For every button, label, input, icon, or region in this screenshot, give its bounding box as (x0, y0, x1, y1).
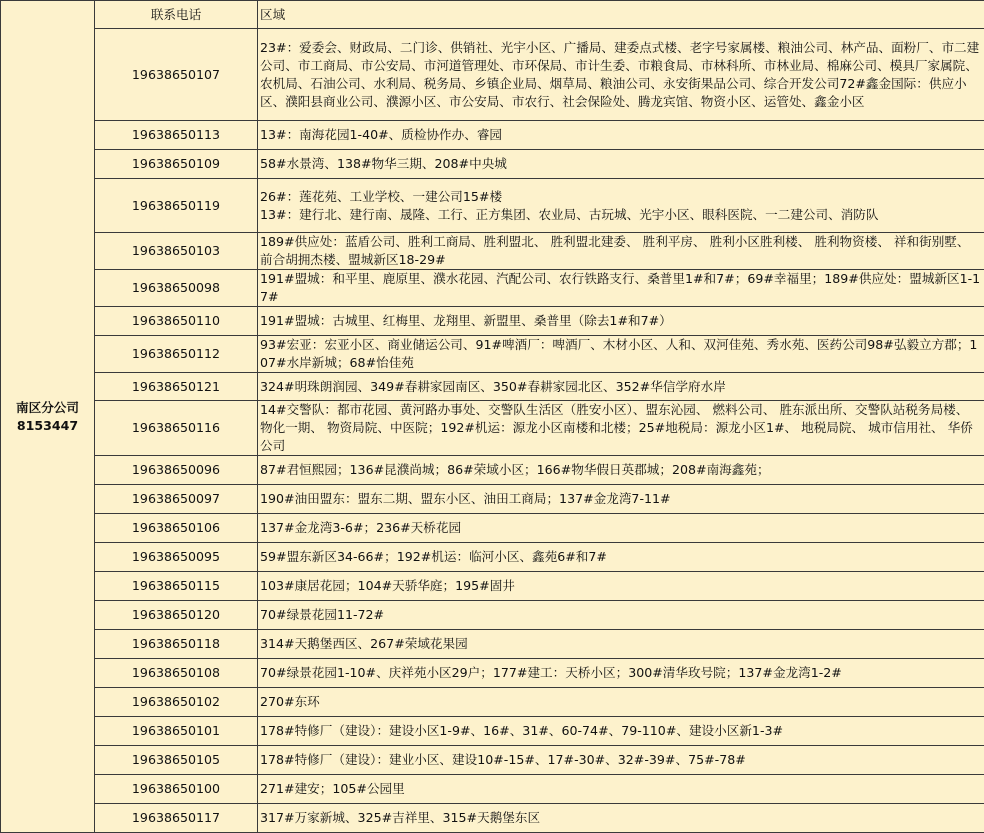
area-cell: 23#：爱委会、财政局、二门诊、供销社、光宇小区、广播局、建委点式楼、老字号家属楼、粮油公司、林产品、面粉厂、市二建公司、市工商局、市公安局、市河道管理处、市环保局、市计生委、市粮食局、市林科所、市林业局、棉麻公司、模具厂家属院、农机局、石油公司、水利局、税务局、乡镇企业局、烟草局、粮油公司、永安街果品公司、综合开发公司72#鑫金国际：供应小区、濮阳县商业公司、濮源小区、市公安局、市农行、社会保险处、腾龙宾馆、物资小区、运管处、鑫金小区 (258, 29, 984, 121)
header-row (1, 1, 984, 29)
phone-cell: 19638650117 (95, 804, 258, 833)
area-cell: 317#万家新城、325#吉祥里、315#天鹅堡东区 (258, 804, 984, 833)
phone-cell: 19638650110 (95, 307, 258, 336)
table-row (1, 775, 984, 804)
phone-cell: 19638650113 (95, 121, 258, 150)
table-row (1, 29, 984, 121)
header-phone: 联系电话 (95, 1, 258, 29)
table-row (1, 630, 984, 659)
phone-cell: 19638650112 (95, 336, 258, 373)
area-cell: 191#盟城：古城里、红梅里、龙翔里、新盟里、桑普里（除去1#和7#） (258, 307, 984, 336)
area-cell: 93#宏亚：宏亚小区、商业储运公司、91#啤酒厂：啤酒厂、木材小区、人和、双河佳苑、秀水苑、医药公司98#弘毅立方郡；107#水岸新城；68#怡佳苑 (258, 336, 984, 373)
area-cell: 271#建安；105#公园里 (258, 775, 984, 804)
branch-number: 8153447 (3, 417, 92, 435)
phone-cell: 19638650109 (95, 150, 258, 179)
table-row (1, 270, 984, 307)
header-area: 区域 (258, 1, 984, 29)
table-row (1, 543, 984, 572)
table-row (1, 659, 984, 688)
table-body (1, 1, 984, 833)
area-cell: 70#绿景花园1-10#、庆祥苑小区29户；177#建工：天桥小区；300#清华玫号院；137#金龙湾1-2# (258, 659, 984, 688)
area-cell: 87#君恒熙园；136#昆濮尚城；86#荣域小区；166#物华假日英郡城；208#南海鑫苑； (258, 456, 984, 485)
area-cell: 14#交警队：都市花园、黄河路办事处、交警队生活区（胜安小区）、盟东沁园、 燃料公司、 胜东派出所、交警队站税务局楼、 物化一期、 物资局院、中医院；192#机运：源龙小区南楼和北楼；25#地税局：源龙小区1#、 地税局院、 城市信用社、 华侨公司 (258, 401, 984, 456)
area-cell (258, 179, 984, 233)
area-cell: 190#油田盟东：盟东二期、盟东小区、油田工商局；137#金龙湾7-11# (258, 485, 984, 514)
phone-cell: 19638650108 (95, 659, 258, 688)
area-cell: 13#：南海花园1-40#、质检协作办、睿园 (258, 121, 984, 150)
phone-cell: 19638650098 (95, 270, 258, 307)
phone-cell: 19638650119 (95, 179, 258, 233)
area-cell: 314#天鹅堡西区、267#荣域花果园 (258, 630, 984, 659)
table-row (1, 150, 984, 179)
area-cell: 103#康居花园；104#天骄华庭；195#固井 (258, 572, 984, 601)
area-cell: 324#明珠朗润园、349#春耕家园南区、350#春耕家园北区、352#华信学府水岸 (258, 373, 984, 401)
table-row (1, 336, 984, 373)
table-row (1, 456, 984, 485)
area-cell: 58#水景湾、138#物华三期、208#中央城 (258, 150, 984, 179)
table-row (1, 717, 984, 746)
table-row (1, 121, 984, 150)
phone-cell: 19638650095 (95, 543, 258, 572)
table-row (1, 572, 984, 601)
area-cell: 191#盟城：和平里、鹿原里、濮水花园、汽配公司、农行铁路支行、桑普里1#和7#；69#幸福里；189#供应处：盟城新区1-17# (258, 270, 984, 307)
table-row (1, 179, 984, 233)
phone-cell: 19638650102 (95, 688, 258, 717)
table-row (1, 746, 984, 775)
phone-cell: 19638650115 (95, 572, 258, 601)
branch-name: 南区分公司 (3, 399, 92, 417)
table-row (1, 233, 984, 270)
area-line: 26#：莲花苑、工业学校、一建公司15#楼 13#：建行北、建行南、晟隆、工行、正方集团、农业局、古玩城、光宇小区、眼科医院、一二建公司、消防队 (260, 189, 878, 222)
table-row (1, 485, 984, 514)
area-cell: 189#供应处：蓝盾公司、胜利工商局、胜利盟北、 胜利盟北建委、 胜利平房、 胜利小区胜利楼、 胜利物资楼、 祥和街别墅、 前合胡拥杰楼、盟城新区18-29# (258, 233, 984, 270)
phone-cell: 19638650106 (95, 514, 258, 543)
phone-cell: 19638650105 (95, 746, 258, 775)
table-row (1, 514, 984, 543)
branch-cell (1, 1, 95, 833)
table-row (1, 373, 984, 401)
area-cell: 137#金龙湾3-6#；236#天桥花园 (258, 514, 984, 543)
phone-cell: 19638650096 (95, 456, 258, 485)
table-row (1, 688, 984, 717)
table-row (1, 804, 984, 833)
area-cell: 178#特修厂（建设）：建业小区、建设10#-15#、17#-30#、32#-39#、75#-78# (258, 746, 984, 775)
area-cell: 178#特修厂（建设）：建设小区1-9#、16#、31#、60-74#、79-110#、建设小区新1-3# (258, 717, 984, 746)
phone-cell: 19638650121 (95, 373, 258, 401)
phone-cell: 19638650116 (95, 401, 258, 456)
phone-cell: 19638650097 (95, 485, 258, 514)
phone-cell: 19638650103 (95, 233, 258, 270)
area-cell: 70#绿景花园11-72# (258, 601, 984, 630)
phone-cell: 19638650101 (95, 717, 258, 746)
table-row (1, 401, 984, 456)
area-cell: 59#盟东新区34-66#；192#机运：临河小区、鑫苑6#和7# (258, 543, 984, 572)
phone-cell: 19638650100 (95, 775, 258, 804)
table-row (1, 307, 984, 336)
phone-cell: 19638650107 (95, 29, 258, 121)
table-row (1, 601, 984, 630)
phone-cell: 19638650118 (95, 630, 258, 659)
phone-cell: 19638650120 (95, 601, 258, 630)
area-cell: 270#东环 (258, 688, 984, 717)
